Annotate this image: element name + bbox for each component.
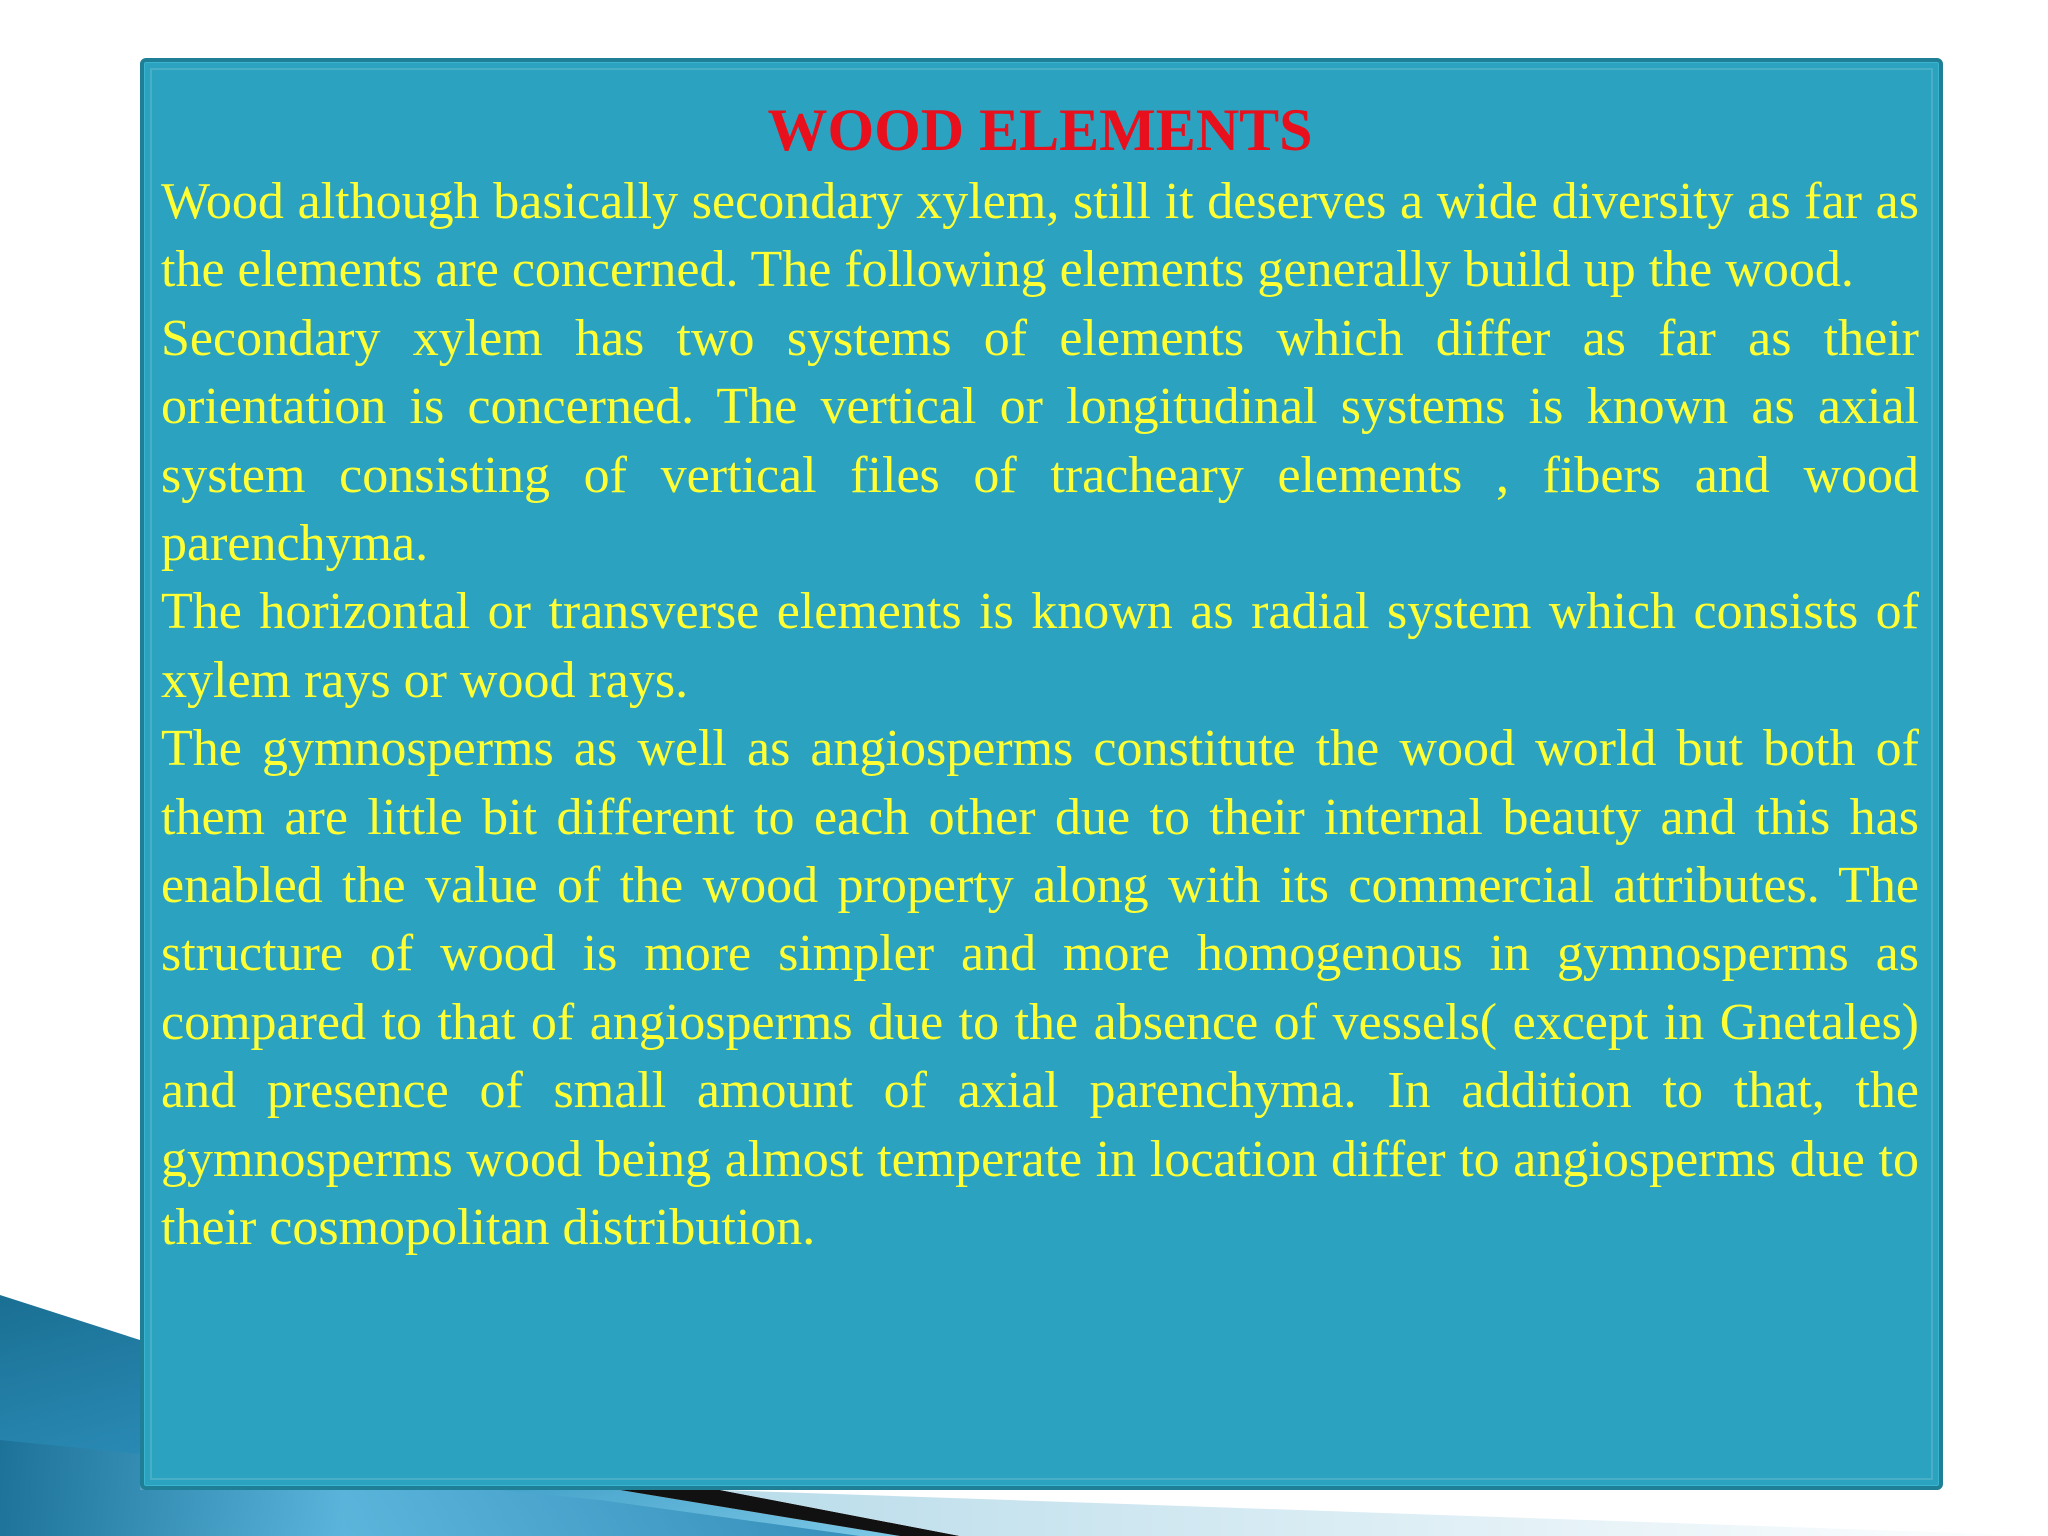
paragraph-2: Secondary xylem has two systems of elements which differ as far as their orientation is concerned. The vertical or longitudinal systems is known as axial system consisting of vertical files of tracheary elements , fibers and wood parenchyma.	[161, 309, 1919, 573]
slide-content	[161, 92, 1919, 1263]
paragraph-3: The horizontal or transverse elements is known as radial system which consists of xylem rays or wood rays.	[161, 583, 1919, 709]
paragraph-1: Wood although basically secondary xylem, still it deserves a wide diversity as far as the elements are concerned. The following elements generally build up the wood.	[161, 173, 1919, 299]
paragraph-4: The gymnosperms as well as angiosperms constitute the wood world but both of them are little bit different to each other due to their internal beauty and this has enabled the value of the wood property along with its commercial attributes. The structure of wood is more simpler and more homogenous in gymnosperms as compared to that of angiosperms due to the absence of vessels( except in Gnetales) and presence of small amount of axial parenchyma. In addition to that, the gymnosperms wood being almost temperate in location differ to angiosperms due to their cosmopolitan distribution.	[161, 720, 1919, 1257]
slide-title: WOOD ELEMENTS	[767, 97, 1313, 163]
